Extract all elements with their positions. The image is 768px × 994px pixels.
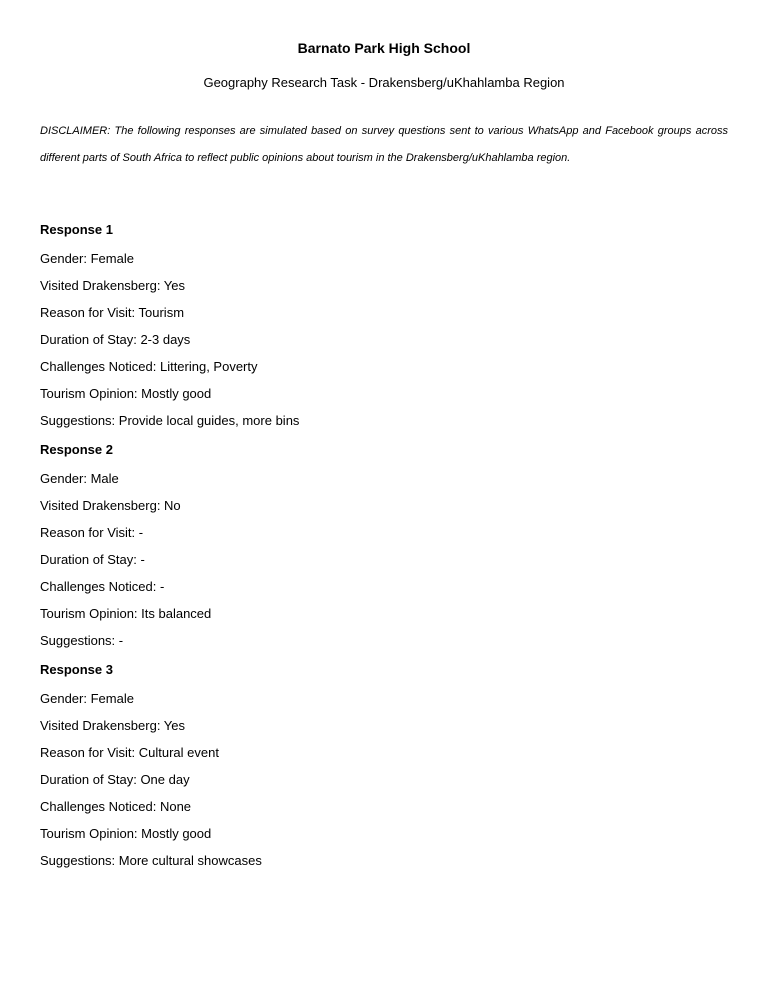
- responses-list: [40, 222, 728, 882]
- challenges-field: Challenges Noticed: Littering, Poverty: [40, 359, 258, 374]
- suggestions-field: Suggestions: -: [40, 633, 124, 648]
- gender-field: Gender: Female: [40, 251, 134, 266]
- challenges-field: Challenges Noticed: None: [40, 799, 192, 814]
- visited-field: Visited Drakensberg: Yes: [40, 718, 186, 733]
- response-heading: Response 3: [40, 662, 113, 677]
- suggestions-field: Suggestions: Provide local guides, more bins: [40, 413, 300, 428]
- duration-field: Duration of Stay: 2-3 days: [40, 332, 191, 347]
- reason-field: Reason for Visit: -: [40, 525, 144, 540]
- response-heading: Response 1: [40, 222, 113, 237]
- response-2: [40, 442, 728, 649]
- gender-field: Gender: Male: [40, 471, 119, 486]
- disclaimer-text: DISCLAIMER: The following responses are simulated based on survey questions sent to various WhatsApp and Facebook groups across different parts of South Africa to reflect public opinions about tourism in the Drakensberg/uKhahlamba region.: [40, 125, 728, 164]
- gender-field: Gender: Female: [40, 691, 134, 706]
- duration-field: Duration of Stay: -: [40, 552, 145, 567]
- document-subtitle: Geography Research Task - Drakensberg/uKhahlamba Region: [203, 75, 565, 90]
- response-3: [40, 662, 728, 869]
- challenges-field: Challenges Noticed: -: [40, 579, 165, 594]
- duration-field: Duration of Stay: One day: [40, 772, 190, 787]
- visited-field: Visited Drakensberg: Yes: [40, 278, 186, 293]
- opinion-field: Tourism Opinion: Its balanced: [40, 606, 212, 621]
- response-1: [40, 222, 728, 429]
- visited-field: Visited Drakensberg: No: [40, 498, 181, 513]
- response-heading: Response 2: [40, 442, 113, 457]
- document-title: Barnato Park High School: [297, 40, 471, 56]
- suggestions-field: Suggestions: More cultural showcases: [40, 853, 262, 868]
- opinion-field: Tourism Opinion: Mostly good: [40, 826, 212, 841]
- reason-field: Reason for Visit: Tourism: [40, 305, 185, 320]
- opinion-field: Tourism Opinion: Mostly good: [40, 386, 212, 401]
- reason-field: Reason for Visit: Cultural event: [40, 745, 219, 760]
